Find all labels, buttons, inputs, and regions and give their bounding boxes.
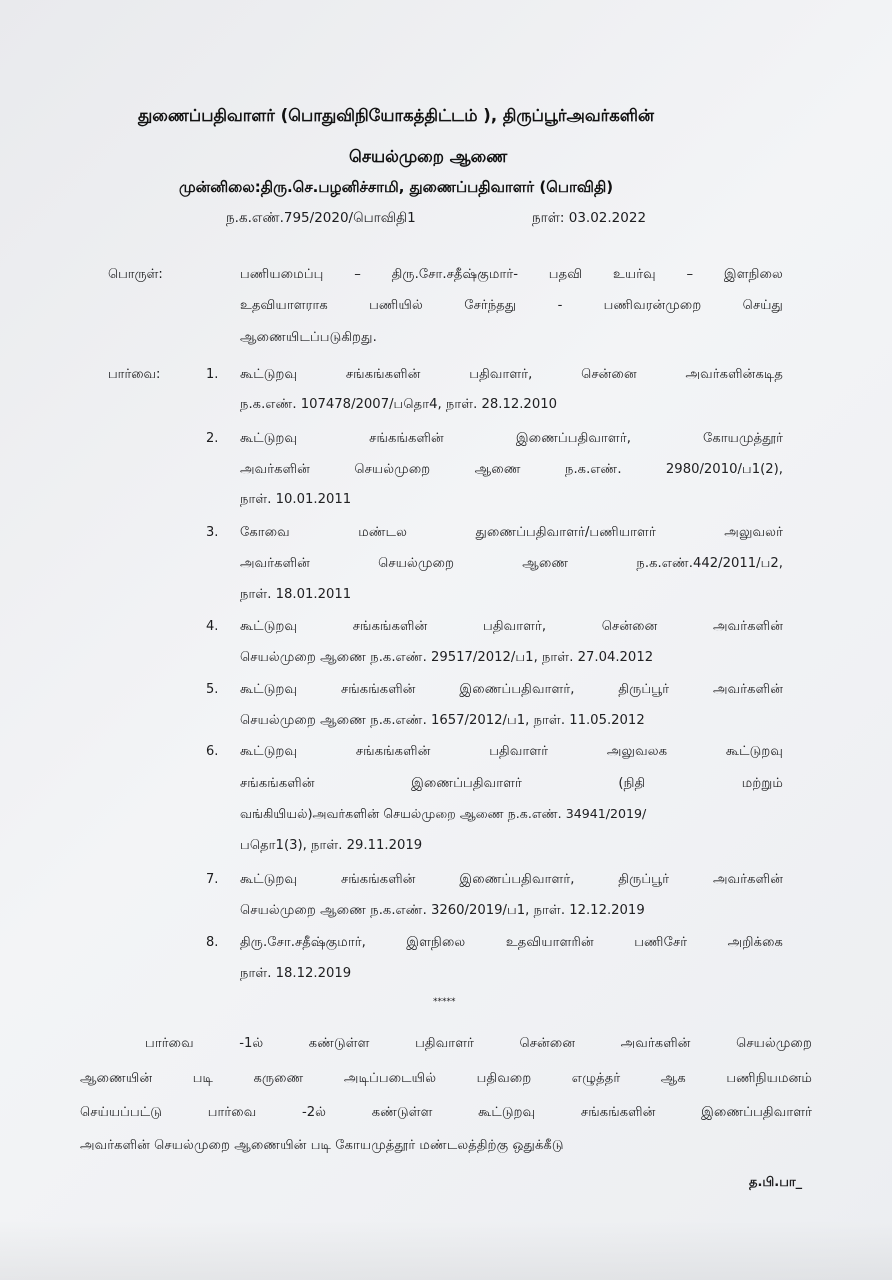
reference-item-line: கூட்டுறவு சங்கங்களின் இணைப்பதிவாளர், திருப்பூர் அவர்களின் xyxy=(240,682,783,697)
body-line: செய்யப்பட்டு பார்வை -2ல் கண்டுள்ள கூட்டுறவு சங்கங்களின் இணைப்பதிவாளர் xyxy=(80,1105,812,1120)
reference-item-line: பதொ1(3), நாள். 29.11.2019 xyxy=(240,838,423,853)
subject-label: பொருள்: xyxy=(108,267,163,282)
reference-item-line: நாள். 10.01.2011 xyxy=(240,492,352,507)
reference-item-line: நாள். 18.12.2019 xyxy=(240,966,352,981)
reference-item-number: 8. xyxy=(206,935,219,950)
reference-item-line: கூட்டுறவு சங்கங்களின் பதிவாளர், சென்னை அவர்களின் xyxy=(240,619,783,634)
reference-item-line: செயல்முறை ஆணை ந.க.எண். 29517/2012/ப1, நாள். 27.04.2012 xyxy=(240,650,654,665)
reference-item-line: அவர்களின் செயல்முறை ஆணை ந.க.எண்.442/2011/ப2, xyxy=(240,556,783,571)
reference-item-line: அவர்களின் செயல்முறை ஆணை ந.க.எண். 2980/2010/ப1(2), xyxy=(240,462,783,477)
header-title-line1: துணைப்பதிவாளர் (பொதுவிநியோகத்திட்டம் ), திருப்பூர்அவர்களின் xyxy=(138,106,655,125)
reference-item-number: 1. xyxy=(206,367,219,382)
reference-item-number: 7. xyxy=(206,872,219,887)
reference-item-number: 5. xyxy=(206,682,219,697)
reference-item-number: 2. xyxy=(206,431,219,446)
reference-item-line: சங்கங்களின் இணைப்பதிவாளர் (நிதி மற்றும் xyxy=(240,776,783,791)
reference-item-number: 6. xyxy=(206,744,219,759)
subject-line-3: ஆணையிடப்படுகிறது. xyxy=(240,330,377,345)
reference-item-number: 3. xyxy=(206,525,219,540)
reference-item-number: 4. xyxy=(206,619,219,634)
reference-item-line: செயல்முறை ஆணை ந.க.எண். 3260/2019/ப1, நாள். 12.12.2019 xyxy=(240,903,645,918)
body-line: அவர்களின் செயல்முறை ஆணையின் படி கோயமுத்தூர் மண்டலத்திற்கு ஒதுக்கீடு xyxy=(80,1138,564,1153)
references-label: பார்வை: xyxy=(108,367,161,382)
header-presence-line: முன்னிலை:திரு.செ.பழனிச்சாமி, துணைப்பதிவாளர் (பொவிதி) xyxy=(179,178,614,196)
page-shadow xyxy=(0,1220,892,1280)
subject-line-2: உதவியாளராக பணியில் சேர்ந்தது - பணிவரன்முறை செய்து xyxy=(240,298,783,313)
reference-item-line: செயல்முறை ஆணை ந.க.எண். 1657/2012/ப1, நாள். 11.05.2012 xyxy=(240,713,645,728)
reference-item-line: கோவை மண்டல துணைப்பதிவாளர்/பணியாளர் அலுவலர் xyxy=(240,525,783,540)
body-line: பார்வை -1ல் கண்டுள்ள பதிவாளர் சென்னை அவர்களின் செயல்முறை xyxy=(145,1036,812,1051)
reference-item-line: கூட்டுறவு சங்கங்களின் பதிவாளர் அலுவலக கூட்டுறவு xyxy=(240,744,783,759)
body-line: ஆணையின் படி கருணை அடிப்படையில் பதிவறை எழுத்தர் ஆக பணிநியமனம் xyxy=(80,1071,812,1086)
reference-number: ந.க.எண்.795/2020/பொவிதி1 xyxy=(226,210,416,226)
reference-item-line: கூட்டுறவு சங்கங்களின் பதிவாளர், சென்னை அவர்களின்கடித xyxy=(240,367,783,382)
section-separator: ***** xyxy=(433,997,456,1007)
reference-item-line: வங்கியியல்)அவர்களின் செயல்முறை ஆணை ந.க.எண். 34941/2019/ xyxy=(240,806,647,821)
continuation-marker: த.பி.பா_ xyxy=(749,1175,803,1190)
reference-item-line: திரு.சோ.சதீஷ்குமார், இளநிலை உதவியாளரின் பணிசேர் அறிக்கை xyxy=(240,935,783,950)
reference-item-line: கூட்டுறவு சங்கங்களின் இணைப்பதிவாளர், திருப்பூர் அவர்களின் xyxy=(240,872,783,887)
reference-item-line: ந.க.எண். 107478/2007/பதொ4, நாள். 28.12.2010 xyxy=(240,397,557,412)
reference-item-line: கூட்டுறவு சங்கங்களின் இணைப்பதிவாளர், கோயமுத்தூர் xyxy=(240,431,783,446)
reference-item-line: நாள். 18.01.2011 xyxy=(240,587,352,602)
header-title-line2: செயல்முறை ஆணை xyxy=(349,147,508,166)
document-date: நாள்: 03.02.2022 xyxy=(532,210,647,226)
subject-line-1: பணியமைப்பு – திரு.சோ.சதீஷ்குமார்- பதவி உயர்வு – இளநிலை xyxy=(240,267,783,282)
